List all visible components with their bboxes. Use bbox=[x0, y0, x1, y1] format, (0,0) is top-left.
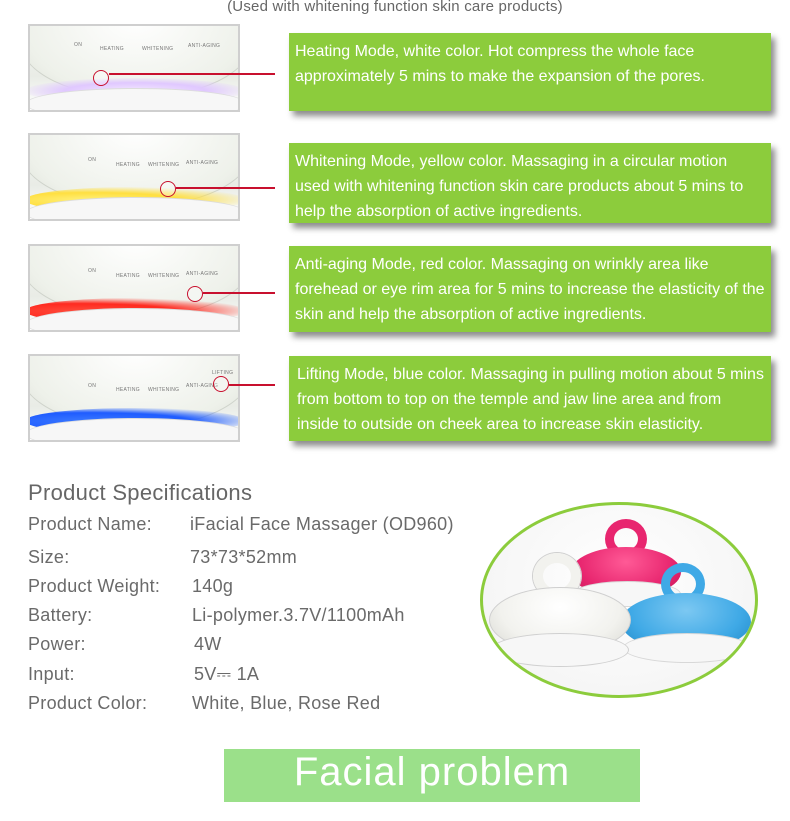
whitening-button-marker bbox=[160, 181, 176, 197]
thumb-label-heating: HEATING bbox=[116, 387, 140, 393]
lifting-button-marker bbox=[213, 376, 229, 392]
spec-value-input: 5V⎓ 1A bbox=[194, 664, 260, 684]
thumb-label-on: ON bbox=[88, 268, 97, 274]
heating-button-marker bbox=[93, 70, 109, 86]
leader-line bbox=[203, 292, 275, 294]
leader-line bbox=[229, 384, 275, 386]
thumb-label-on: ON bbox=[88, 157, 97, 163]
mode-lifting-row bbox=[0, 353, 790, 448]
thumb-label-whitening: WHITENING bbox=[148, 273, 180, 279]
top-caption: (Used with whitening function skin care products) bbox=[227, 0, 563, 15]
thumb-label-heating: HEATING bbox=[116, 162, 140, 168]
device-blue bbox=[621, 563, 751, 683]
product-colors-photo bbox=[480, 502, 758, 698]
thumb-label-heating: HEATING bbox=[100, 46, 124, 52]
thumb-label-anti-aging: ANTI-AGING bbox=[186, 383, 219, 389]
spec-value-color: White, Blue, Rose Red bbox=[192, 693, 381, 713]
thumb-label-whitening: WHITENING bbox=[142, 46, 174, 52]
heating-mode-photo bbox=[28, 24, 240, 112]
leader-line bbox=[176, 187, 275, 189]
thumb-label-on: ON bbox=[74, 42, 83, 48]
thumb-label-whitening: WHITENING bbox=[148, 162, 180, 168]
device-white bbox=[489, 553, 629, 693]
thumb-label-anti-aging: ANTI-AGING bbox=[186, 160, 219, 166]
spec-value-battery: Li-polymer.3.7V/1100mAh bbox=[192, 605, 405, 625]
mode-whitening-row bbox=[0, 132, 790, 227]
anti-aging-mode-description: Anti-aging Mode, red color. Massaging on wrinkly area like forehead or eye rim area for 5 mins to increase the elasticity of the skin and help the absorption of active ingredients. bbox=[289, 246, 771, 332]
spec-label-color: Product Color: bbox=[28, 693, 148, 713]
spec-label-battery: Battery: bbox=[28, 605, 93, 625]
thumb-label-whitening: WHITENING bbox=[148, 387, 180, 393]
thumb-label-anti-aging: ANTI-AGING bbox=[188, 43, 221, 49]
spec-label-input: Input: bbox=[28, 664, 75, 684]
spec-value-size: 73*73*52mm bbox=[190, 547, 298, 567]
spec-value-power: 4W bbox=[194, 634, 222, 654]
leader-line bbox=[109, 73, 275, 75]
thumb-label-on: ON bbox=[88, 383, 97, 389]
thumb-label-heating: HEATING bbox=[116, 273, 140, 279]
lifting-mode-photo bbox=[28, 354, 240, 442]
spec-label-size: Size: bbox=[28, 547, 70, 567]
mode-anti-aging-row bbox=[0, 243, 790, 338]
spec-label-weight: Product Weight: bbox=[28, 576, 161, 596]
whitening-mode-description: Whitening Mode, yellow color. Massaging in a circular motion used with whitening function skin care products about 5 mins to help the absorption of active ingredients. bbox=[289, 143, 771, 223]
mode-heating-row bbox=[0, 22, 790, 117]
spec-label-power: Power: bbox=[28, 634, 86, 654]
facial-problem-banner: Facial problem bbox=[224, 749, 640, 807]
specs-title: Product Specifications bbox=[28, 480, 253, 505]
thumb-label-anti-aging: ANTI-AGING bbox=[186, 271, 219, 277]
anti-aging-mode-photo bbox=[28, 244, 240, 332]
thumb-label-lifting: LIFTING bbox=[212, 370, 234, 376]
spec-value-product-name: iFacial Face Massager (OD960) bbox=[190, 514, 454, 534]
whitening-mode-photo bbox=[28, 133, 240, 221]
heating-mode-description: Heating Mode, white color. Hot compress the whole face approximately 5 mins to make the expansion of the pores. bbox=[289, 33, 771, 111]
lifting-mode-description: Lifting Mode, blue color. Massaging in pulling motion about 5 mins from bottom to top on the temple and jaw line area and from inside to outside on cheek area to increase skin elasticity. bbox=[289, 356, 771, 441]
spec-value-weight: 140g bbox=[192, 576, 234, 596]
spec-label-product-name: Product Name: bbox=[28, 514, 152, 534]
anti-aging-button-marker bbox=[187, 286, 203, 302]
